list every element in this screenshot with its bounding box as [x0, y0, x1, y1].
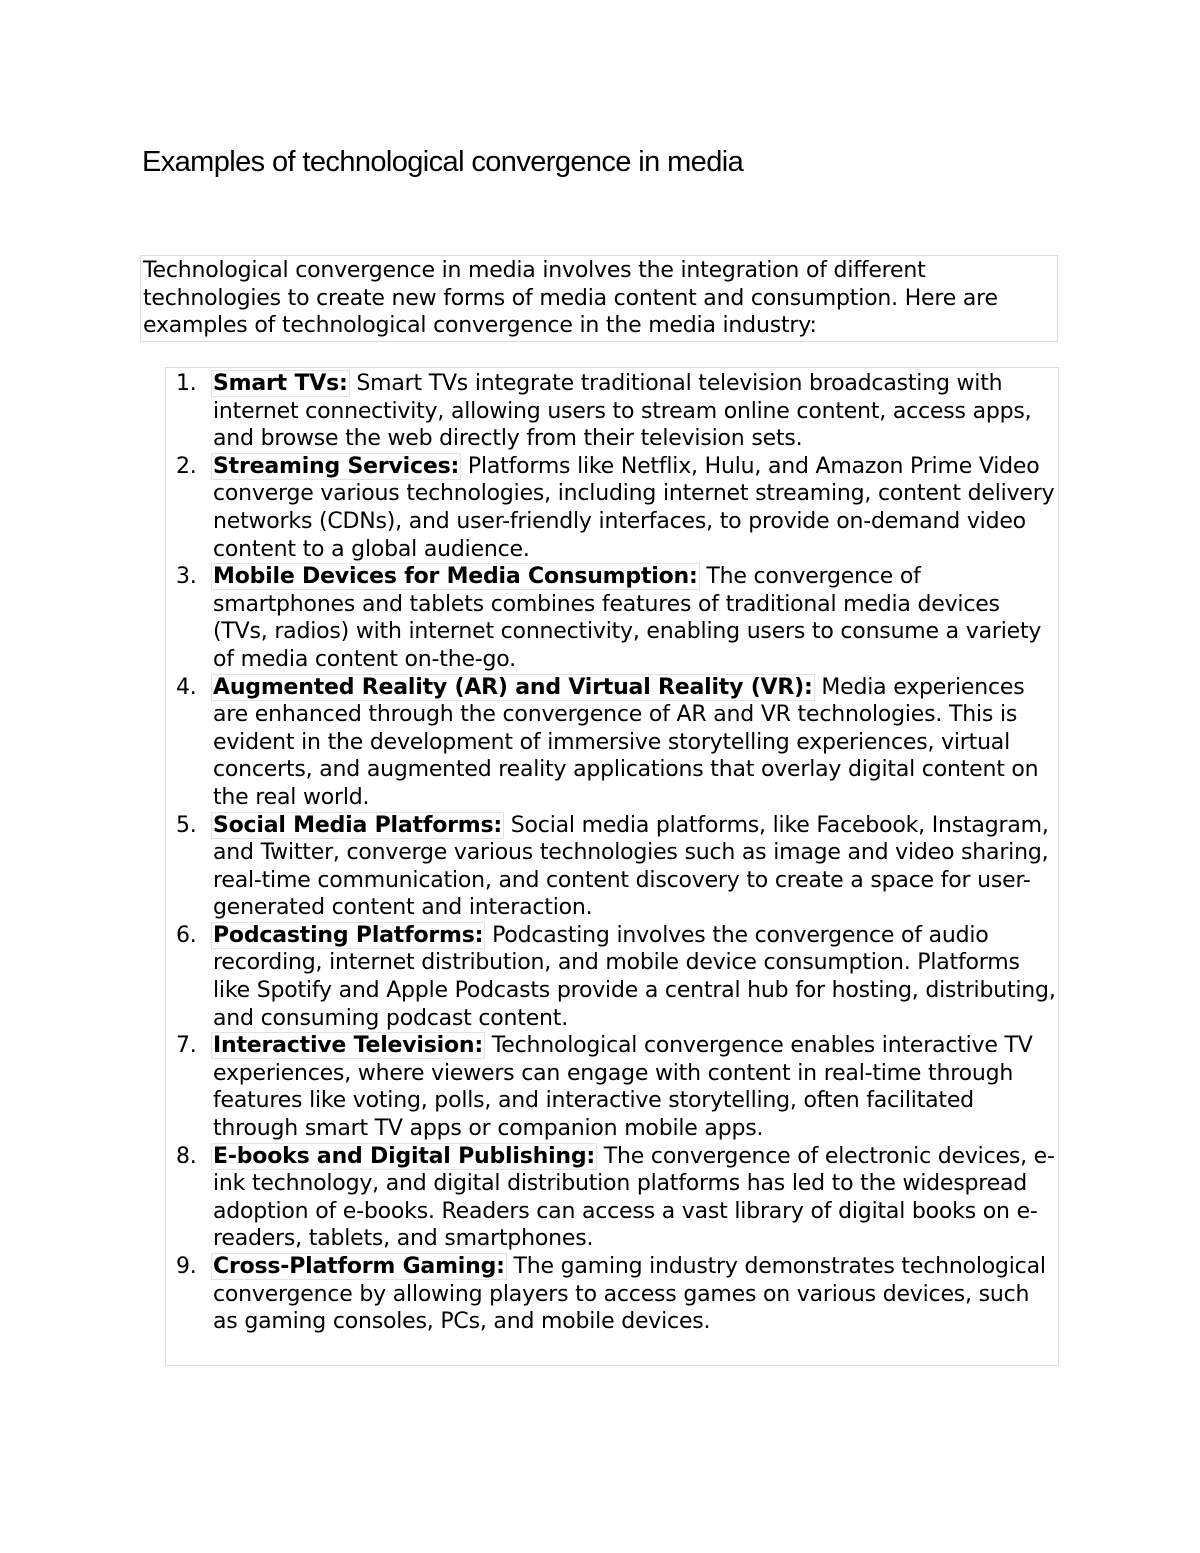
list-item [166, 453, 1060, 563]
list-item-number: 9. [176, 1254, 197, 1279]
document-title: Examples of technological convergence in media [142, 146, 744, 178]
list-item [166, 370, 1060, 453]
list-item-text: Podcasting involves the convergence of audio recording, internet distribution, and mobile device consumption. Platforms like Spotify and Apple Podcasts provide a central hub for hosting, distributing, and consuming podcast content. [213, 922, 1056, 1031]
list-item-number: 2. [176, 453, 197, 479]
list-item-term: Mobile Devices for Media Consumption: [213, 564, 698, 590]
list-item-text: Technological convergence enables interactive TV experiences, where viewers can engage with content in real-time through features like voting, polls, and interactive storytelling, often facilitated through smart TV apps or companion mobile apps. [213, 1033, 1033, 1142]
list-item-number: 6. [176, 922, 197, 948]
list-item-number: 5. [176, 812, 197, 838]
list-item-term: Augmented Reality (AR) and Virtual Reality (VR): [213, 674, 813, 700]
list-item-number: 1. [176, 371, 197, 396]
list-item-number: 7. [176, 1033, 197, 1059]
list-item [166, 922, 1060, 1032]
list-item-text: Smart TVs integrate traditional television broadcasting with internet connectivity, allowing users to stream online content, access apps, and browse the web directly from their television sets. [213, 371, 1032, 452]
list-item-term: E-books and Digital Publishing: [213, 1143, 596, 1169]
list-item-number: 4. [176, 674, 197, 700]
intro-paragraph: Technological convergence in media involves the integration of different technologies to create new forms of media content and consumption. Here are examples of technological convergence in the media industry: [140, 255, 1058, 342]
list-item [166, 812, 1060, 922]
list-item [166, 1253, 1060, 1336]
list-item [166, 674, 1060, 812]
list-item-term: Social Media Platforms: [213, 812, 502, 838]
list-item-term: Interactive Television: [213, 1033, 483, 1059]
list-item-term: Cross-Platform Gaming: [213, 1254, 505, 1279]
list-item [166, 1032, 1060, 1142]
list-item-text: The convergence of electronic devices, e-ink technology, and digital distribution platforms has led to the widespread adoption of e-books. Readers can access a vast library of digital books on e-readers, tablets, and smartphones. [213, 1143, 1055, 1252]
list-item [166, 1143, 1060, 1253]
list-item-number: 8. [176, 1143, 197, 1169]
examples-list [166, 370, 1060, 1336]
list-item-text: The convergence of smartphones and tablets combines features of traditional media devices (TVs, radios) with internet connectivity, enabling users to consume a variety of media content on-the-go. [213, 564, 1042, 672]
list-item-text: Platforms like Netflix, Hulu, and Amazon Prime Video converge various technologies, including internet streaming, content delivery networks (CDNs), and user-friendly interfaces, to provide on-demand video content to a global audience. [213, 453, 1055, 562]
examples-list-box [165, 367, 1059, 1366]
list-item-text: The gaming industry demonstrates technological convergence by allowing players to access games on various devices, such as gaming consoles, PCs, and mobile devices. [213, 1254, 1046, 1335]
list-item-number: 3. [176, 564, 197, 590]
list-item-term: Podcasting Platforms: [213, 922, 484, 948]
list-item-term: Smart TVs: [213, 371, 348, 396]
list-item-term: Streaming Services: [213, 453, 460, 479]
list-item-text: Media experiences are enhanced through the convergence of AR and VR technologies. This is evident in the development of immersive storytelling experiences, virtual concerts, and augmented reality applications that overlay digital content on the real world. [213, 674, 1039, 810]
list-item [166, 563, 1060, 673]
list-item-text: Social media platforms, like Facebook, Instagram, and Twitter, converge various technologies such as image and video sharing, real-time communication, and content discovery to create a space for user-generated content and interaction. [213, 812, 1049, 921]
